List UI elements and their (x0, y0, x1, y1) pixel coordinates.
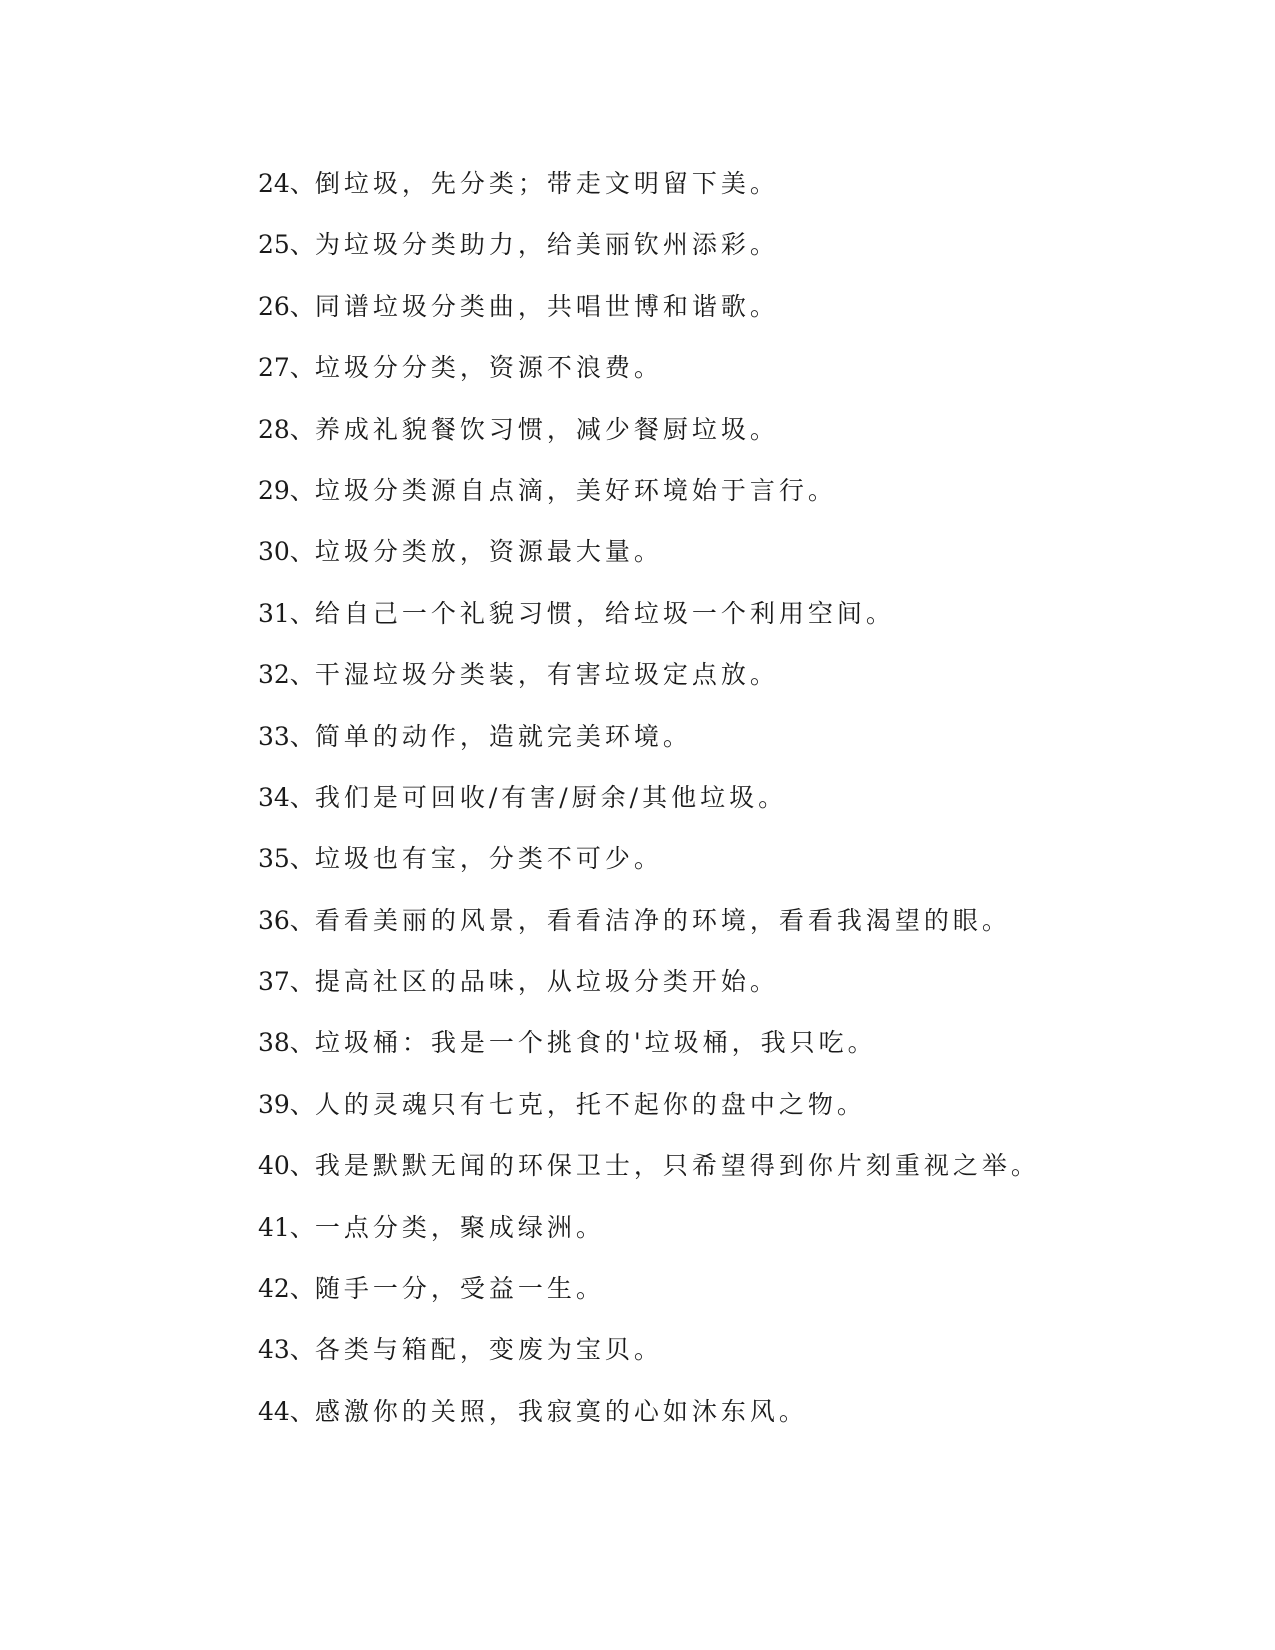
list-item (258, 348, 1158, 409)
list-item (258, 1085, 1158, 1146)
item-number: 31、 (258, 598, 315, 628)
item-text: 垃圾也有宝，分类不可少。 (314, 844, 663, 874)
item-text: 垃圾分类放，资源最大量。 (314, 537, 663, 567)
item-text: 给自己一个礼貌习惯，给垃圾一个利用空间。 (314, 598, 895, 628)
item-text: 各类与箱配，变废为宝贝。 (314, 1335, 663, 1365)
item-number: 29、 (258, 475, 315, 505)
item-text: 养成礼貌餐饮习惯，减少餐厨垃圾。 (314, 414, 779, 444)
list-item (258, 594, 1158, 655)
item-text: 随手一分，受益一生。 (314, 1274, 605, 1304)
item-text: 垃圾分类源自点滴，美好环境始于言行。 (314, 475, 837, 505)
item-text: 为垃圾分类助力，给美丽钦州添彩。 (314, 230, 779, 260)
item-number: 27、 (258, 353, 315, 383)
list-item (258, 1269, 1158, 1330)
item-number: 44、 (258, 1396, 315, 1426)
list-item (258, 962, 1158, 1023)
list-item (258, 1023, 1158, 1084)
item-number: 43、 (258, 1335, 315, 1365)
item-text: 人的灵魂只有七克，托不起你的盘中之物。 (314, 1089, 866, 1119)
item-number: 32、 (258, 660, 315, 690)
item-number: 38、 (258, 1028, 315, 1058)
item-number: 30、 (258, 537, 315, 567)
list-item (258, 287, 1158, 348)
item-text: 提高社区的品味，从垃圾分类开始。 (314, 967, 779, 997)
list-item (258, 901, 1158, 962)
item-text: 一点分类，聚成绿洲。 (314, 1212, 605, 1242)
item-number: 35、 (258, 844, 315, 874)
list-item (258, 717, 1158, 778)
item-number: 33、 (258, 721, 315, 751)
item-text: 倒垃圾，先分类；带走文明留下美。 (314, 169, 779, 198)
item-text: 我是默默无闻的环保卫士，只希望得到你片刻重视之举。 (314, 1151, 1040, 1181)
item-number: 42、 (258, 1274, 315, 1304)
item-number: 36、 (258, 905, 315, 935)
list-item (258, 655, 1158, 716)
list-item (258, 164, 1158, 225)
list-item (258, 1146, 1158, 1207)
item-text: 垃圾桶：我是一个挑食的'垃圾桶，我只吃。 (314, 1028, 877, 1058)
item-text: 看看美丽的风景，看看洁净的环境，看看我渴望的眼。 (314, 905, 1011, 935)
list-item (258, 1330, 1158, 1391)
item-number: 24、 (258, 169, 315, 198)
item-number: 41、 (258, 1212, 315, 1242)
item-text: 我们是可回收/有害/厨余/其他垃圾。 (314, 782, 788, 812)
item-number: 40、 (258, 1151, 315, 1181)
item-text: 同谱垃圾分类曲，共唱世博和谐歌。 (314, 291, 779, 321)
list-item (258, 778, 1158, 839)
item-text: 简单的动作，造就完美环境。 (314, 721, 692, 751)
list-item (258, 839, 1158, 900)
item-number: 37、 (258, 967, 315, 997)
list-item (258, 532, 1158, 593)
list-item (258, 1392, 1158, 1453)
item-number: 34、 (258, 782, 315, 812)
item-number: 39、 (258, 1089, 315, 1119)
list-item (258, 471, 1158, 532)
slogan-list (258, 164, 1158, 1453)
item-text: 感激你的关照，我寂寞的心如沐东风。 (314, 1396, 808, 1426)
list-item (258, 1208, 1158, 1269)
list-item (258, 225, 1158, 286)
item-text: 垃圾分分类，资源不浪费。 (314, 353, 663, 383)
item-number: 28、 (258, 414, 315, 444)
item-text: 干湿垃圾分类装，有害垃圾定点放。 (314, 660, 779, 690)
item-number: 25、 (258, 230, 315, 260)
list-item (258, 410, 1158, 471)
item-number: 26、 (258, 291, 315, 321)
